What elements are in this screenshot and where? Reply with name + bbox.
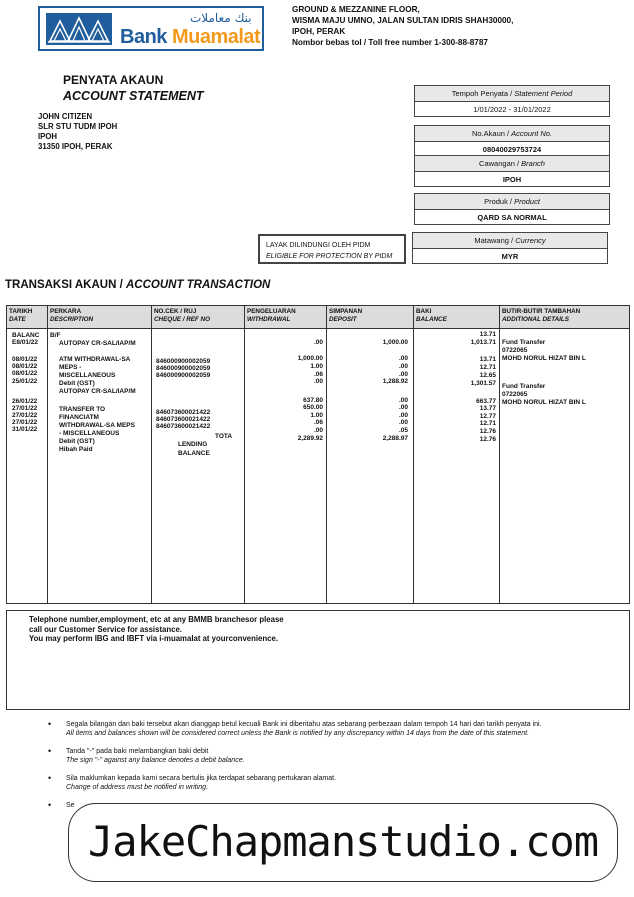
muamalat-emblem-icon: [46, 13, 112, 45]
statement-period-value: 1/01/2022 - 31/01/2022: [473, 105, 551, 114]
balance-cell: 663.77: [476, 398, 496, 405]
total-label: TOTA: [215, 433, 233, 440]
date-column: [7, 306, 48, 603]
bank-logo: [38, 6, 264, 51]
branch-label: Cawangan / Branch: [415, 156, 609, 172]
reference-cell: 846000900002059: [156, 372, 211, 379]
withdrawal-cell: 1,000.00: [297, 355, 323, 362]
reference-cell: 846000900002059: [156, 358, 211, 365]
account-number-value: 08040029753724: [482, 145, 542, 154]
header-reference: NO.CEK / RUJ CHEQUE / REF NO: [154, 308, 210, 323]
details-cell: Fund Transfer: [502, 383, 546, 390]
balance-cell: 12.65: [479, 372, 496, 379]
balance-cell: 12.71: [479, 364, 496, 371]
description-cell: FINANCIATM: [59, 414, 99, 421]
withdrawal-cell: .00: [313, 427, 323, 434]
details-cell: Fund Transfer: [502, 339, 546, 346]
bank-name: Bank Muamalat: [120, 26, 261, 48]
statement-period-box: [414, 85, 610, 117]
balance-cell: 13.77: [479, 405, 496, 412]
notice-box: Telephone number,employment, etc at any BMMB branchesor please call our Customer Service for assistance. You may perform IBG and IBFT via i-muamalat at yourconvenience.: [6, 610, 630, 710]
product-label: Produk / Product: [415, 194, 609, 210]
description-cell: AUTOPAY CR-SAL/IAP/M: [59, 340, 136, 347]
branch-value: IPOH: [502, 175, 522, 184]
closing-balance: 12.76: [479, 436, 496, 443]
description-cell: AUTOPAY CR-SAL/IAP/M: [59, 388, 136, 395]
customer-address: JOHN CITIZEN SLR STU TUDM IPOH IPOH 31350 IPOH, PERAK: [38, 112, 118, 151]
currency-box: [412, 232, 608, 264]
date-cell: 08/01/22: [12, 363, 38, 370]
withdrawal-cell: 650.00: [303, 404, 323, 411]
watermark-banner: JakeChapmanstudio.com: [68, 803, 618, 882]
closing-balance-label: BALANCE: [178, 450, 210, 457]
balance-column: [414, 306, 500, 603]
withdrawal-cell: .06: [313, 371, 323, 378]
date-cell: 27/01/22: [12, 419, 38, 426]
deposit-cell: .00: [398, 412, 408, 419]
withdrawal-column: [245, 306, 327, 603]
deposit-cell: 1,000.00: [382, 339, 408, 346]
deposit-cell: .00: [398, 363, 408, 370]
reference-cell: 846073600021422: [156, 416, 211, 423]
currency-value: MYR: [501, 252, 519, 261]
header-deposit: SIMPANAN DEPOSIT: [329, 308, 363, 323]
description-column: [48, 306, 152, 603]
withdrawal-cell: .06: [313, 419, 323, 426]
deposit-column: [327, 306, 414, 603]
statement-title-ms: PENYATA AKAUN: [63, 73, 164, 87]
product-value: QARD SA NORMAL: [477, 213, 547, 222]
details-cell: MOHD NORUL HIZAT BIN L: [502, 399, 586, 406]
transactions-section-title: TRANSAKSI AKAUN / ACCOUNT TRANSACTION: [5, 279, 271, 291]
transactions-table: [6, 305, 630, 604]
withdrawal-cell: .00: [313, 339, 323, 346]
description-cell: Hibah Paid: [59, 446, 93, 453]
description-cell: B/F: [50, 332, 61, 339]
description-cell: ATM WITHDRAWAL-SA: [59, 356, 131, 363]
date-cell: E8/01/22: [12, 339, 39, 346]
details-cell: MOHD NORUL HIZAT BIN L: [502, 355, 586, 362]
description-cell: WITHDRAWAL-SA MEPS: [59, 422, 135, 429]
balance-cell: 12.71: [479, 420, 496, 427]
header-description: PERKARA DESCRIPTION: [50, 308, 94, 323]
deposit-total: 2,288.97: [382, 435, 408, 442]
header-balance: BAKI BALANCE: [416, 308, 447, 323]
account-number-label: No.Akaun / Account No.: [415, 126, 609, 142]
withdrawal-cell: .00: [313, 378, 323, 385]
description-cell: TRANSFER TO: [59, 406, 106, 413]
pidm-badge: LAYAK DILINDUNGI OLEH PIDM ELIGIBLE FOR PROTECTION BY PIDM: [258, 234, 406, 264]
withdrawal-cell: 1.00: [310, 363, 323, 370]
date-cell: BALANC: [12, 332, 40, 339]
date-cell: 31/01/22: [12, 426, 38, 433]
balance-cell: 12.76: [479, 428, 496, 435]
date-cell: 27/01/22: [12, 412, 38, 419]
withdrawal-total: 2,289.92: [297, 435, 323, 442]
description-cell: Debit (GST): [59, 438, 95, 445]
date-cell: 26/01/22: [12, 398, 38, 405]
bank-arabic-name: بنك معاملات: [190, 11, 252, 25]
deposit-cell: .00: [398, 419, 408, 426]
details-cell: 0722065: [502, 347, 528, 354]
deposit-cell: .00: [398, 404, 408, 411]
description-cell: Debit (GST): [59, 380, 95, 387]
balance-cell: 1,301.57: [470, 380, 496, 387]
statement-title-en: ACCOUNT STATEMENT: [63, 89, 204, 103]
deposit-cell: .05: [398, 427, 408, 434]
balance-cell: 13.71: [479, 331, 496, 338]
product-box: [414, 193, 610, 225]
reference-cell: 846000900002059: [156, 365, 211, 372]
deposit-cell: .00: [398, 371, 408, 378]
header-additional-details: BUTIR-BUTIR TAMBAHAN ADDITIONAL DETAILS: [502, 308, 581, 323]
closing-balance-label: LENDING: [178, 441, 208, 448]
balance-cell: 12.77: [479, 413, 496, 420]
deposit-cell: 1,288.92: [382, 378, 408, 385]
header-withdrawal: PENGELUARAN WITHDRAWAL: [247, 308, 296, 323]
branch-address: GROUND & MEZZANINE FLOOR, WISMA MAJU UMNO, JALAN SULTAN IDRIS SHAH30000, IPOH, PERAK Nombor bebas tol / Toll free number 1-300-88-8787: [292, 5, 514, 47]
details-cell: 0722065: [502, 391, 528, 398]
date-cell: 27/01/22: [12, 405, 38, 412]
description-cell: - MISCELLANEOUS: [59, 430, 120, 437]
branch-box: [414, 155, 610, 187]
description-cell: MEPS -: [59, 364, 82, 371]
deposit-cell: .00: [398, 397, 408, 404]
statement-period-label: Tempoh Penyata / Statement Period: [415, 86, 609, 102]
currency-label: Matawang / Currency: [413, 233, 607, 249]
reference-cell: 846073600021422: [156, 423, 211, 430]
deposit-cell: .00: [398, 355, 408, 362]
date-cell: 08/01/22: [12, 356, 38, 363]
date-cell: 08/01/22: [12, 370, 38, 377]
balance-cell: 1,013.71: [470, 339, 496, 346]
description-cell: MISCELLANEOUS: [59, 372, 116, 379]
date-cell: 25/01/22: [12, 378, 38, 385]
header-date: TARIKH DATE: [9, 308, 33, 323]
withdrawal-cell: 637.80: [303, 397, 323, 404]
balance-cell: 13.71: [479, 356, 496, 363]
account-number-box: [414, 125, 610, 157]
withdrawal-cell: 1.00: [310, 412, 323, 419]
reference-cell: 846073600021422: [156, 409, 211, 416]
